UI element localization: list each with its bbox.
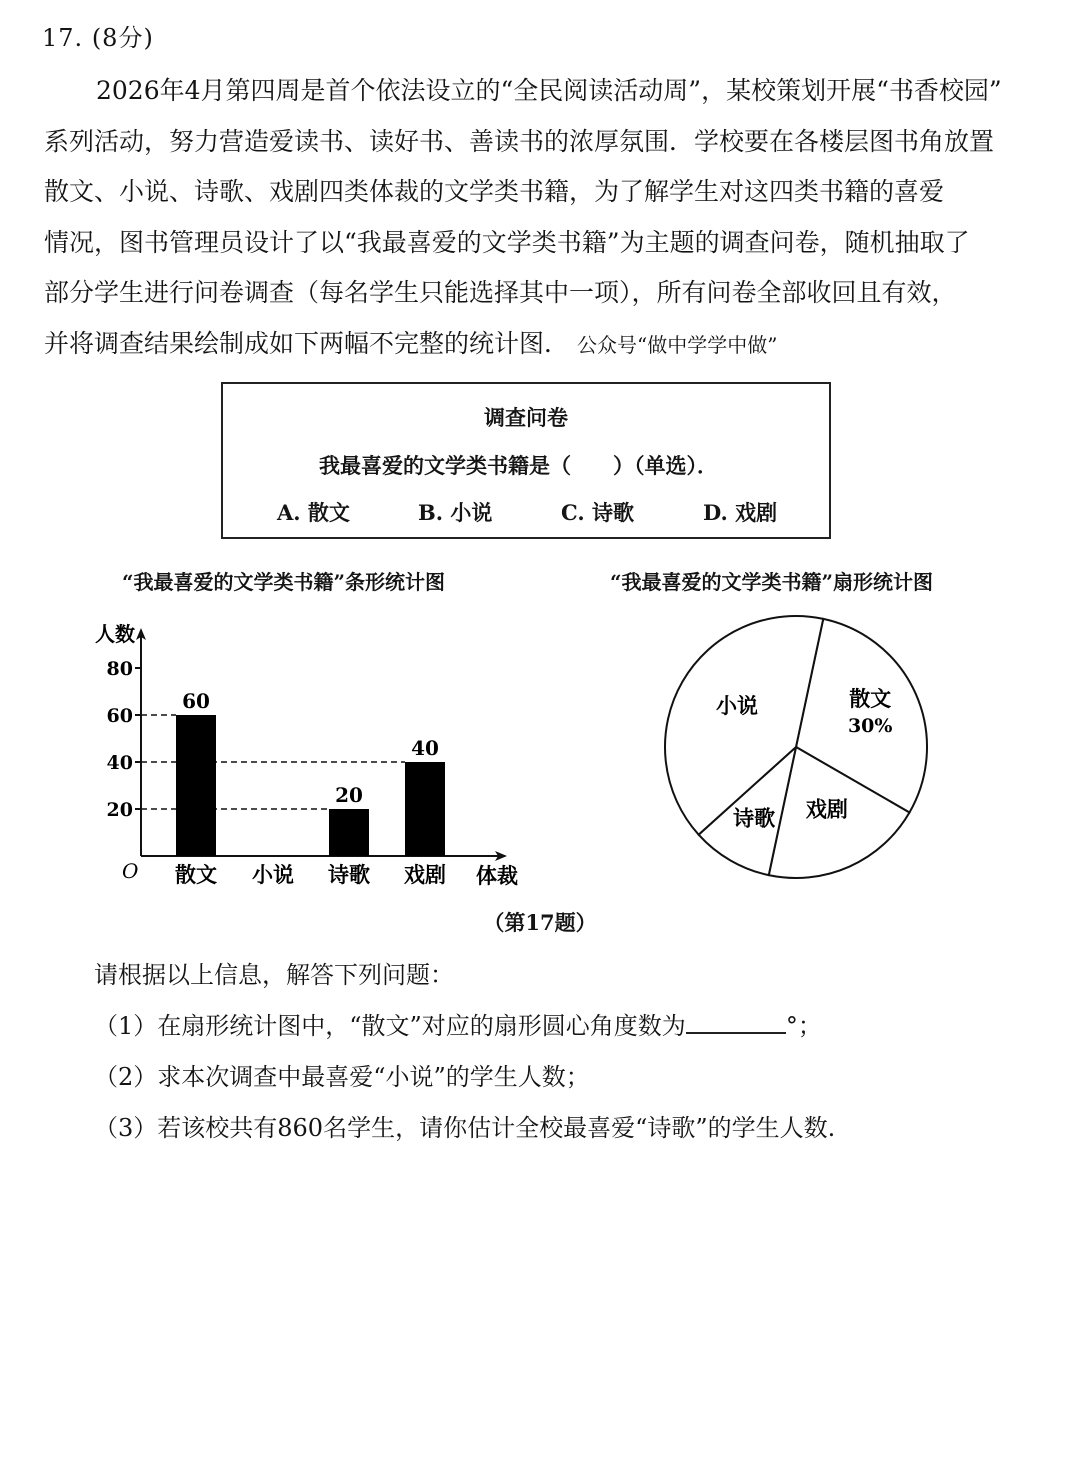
pie-slice-label: 散文 bbox=[849, 685, 892, 711]
subquestions-intro: 请根据以上信息，解答下列问题： bbox=[94, 961, 454, 989]
survey-option-a: A. 散文 bbox=[277, 500, 350, 525]
pie-slice-label: 诗歌 bbox=[733, 805, 776, 831]
subquestion-1-unit: °； bbox=[785, 1012, 822, 1040]
survey-option-d: D. 戏剧 bbox=[703, 500, 778, 525]
x-tick-label: 诗歌 bbox=[328, 862, 370, 887]
survey-box bbox=[221, 382, 831, 539]
pie-slice-label: 小说 bbox=[716, 692, 759, 718]
pie-chart-title: “我最喜爱的文学类书籍”扇形统计图 bbox=[610, 570, 934, 594]
bar-value-label: 60 bbox=[182, 689, 210, 713]
survey-option-c: C. 诗歌 bbox=[561, 500, 634, 525]
x-tick-label: 小说 bbox=[252, 862, 294, 887]
pie-percent-label: 30% bbox=[847, 714, 893, 737]
figure-label: （第17题） bbox=[483, 910, 597, 935]
paragraph-line-2: 系列活动，努力营造爱读书、读好书、善读书的浓厚氛围．学校要在各楼层图书角放置 bbox=[44, 126, 995, 156]
pie-slice-label: 戏剧 bbox=[805, 796, 848, 822]
bar-value-label: 40 bbox=[411, 736, 439, 760]
paragraph-line-1: 2026年4月第四周是首个依法设立的“全民阅读活动周”，某校策划开展“书香校园” bbox=[96, 76, 1002, 105]
subquestion-1-text: （1）在扇形统计图中，“散文”对应的扇形圆心角度数为 bbox=[94, 1012, 686, 1040]
bar-value-label: 20 bbox=[335, 783, 363, 807]
bar bbox=[329, 809, 369, 856]
bar-chart bbox=[0, 610, 540, 900]
question-number bbox=[42, 18, 154, 53]
survey-title: 调查问卷 bbox=[484, 405, 568, 430]
pie-chart-marks bbox=[665, 616, 927, 878]
y-tick-label: 80 bbox=[106, 658, 133, 680]
question-number-text: 17. bbox=[42, 24, 84, 52]
y-tick-label: 20 bbox=[106, 799, 133, 821]
subquestion-1 bbox=[94, 1001, 835, 1052]
y-tick-label: 60 bbox=[106, 705, 133, 727]
paragraph-line-4: 情况，图书管理员设计了以“我最喜爱的文学类书籍”为主题的调查问卷，随机抽取了 bbox=[44, 227, 970, 257]
x-tick-label: 散文 bbox=[175, 862, 217, 887]
paragraph-line-6 bbox=[44, 319, 1034, 371]
paragraph-line-6-text: 并将调查结果绘制成如下两幅不完整的统计图． bbox=[44, 328, 570, 358]
pie-chart bbox=[640, 600, 960, 900]
y-tick-label: 40 bbox=[106, 752, 133, 774]
answer-blank[interactable] bbox=[686, 1010, 786, 1034]
question-paragraph bbox=[44, 66, 1034, 370]
question-score: (8分) bbox=[91, 24, 154, 52]
bar-chart-marks bbox=[107, 658, 446, 887]
y-axis-label: 人数 bbox=[95, 622, 135, 646]
paragraph-line-5: 部分学生进行问卷调查（每名学生只能选择其中一项），所有问卷全部收回且有效， bbox=[44, 278, 957, 307]
origin-label: O bbox=[122, 859, 139, 883]
subquestion-2: （2）求本次调查中最喜爱“小说”的学生人数； bbox=[94, 1063, 590, 1091]
subquestion-3: （3）若该校共有860名学生，请你估计全校最喜爱“诗歌”的学生人数. bbox=[94, 1114, 836, 1142]
watermark-text: 公众号“做中学学中做” bbox=[576, 332, 778, 357]
bar bbox=[176, 715, 216, 856]
bar bbox=[405, 762, 445, 856]
x-tick-label: 戏剧 bbox=[404, 862, 446, 887]
paragraph-line-3: 散文、小说、诗歌、戏剧四类体裁的文学类书籍，为了解学生对这四类书籍的喜爱 bbox=[44, 177, 945, 206]
bar-chart-title: “我最喜爱的文学类书籍”条形统计图 bbox=[122, 570, 446, 594]
x-axis-label: 体裁 bbox=[476, 863, 518, 888]
survey-question: 我最喜爱的文学类书籍是（ ）（单选）． bbox=[319, 453, 718, 478]
subquestions bbox=[94, 950, 835, 1154]
survey-option-b: B. 小说 bbox=[418, 500, 493, 525]
